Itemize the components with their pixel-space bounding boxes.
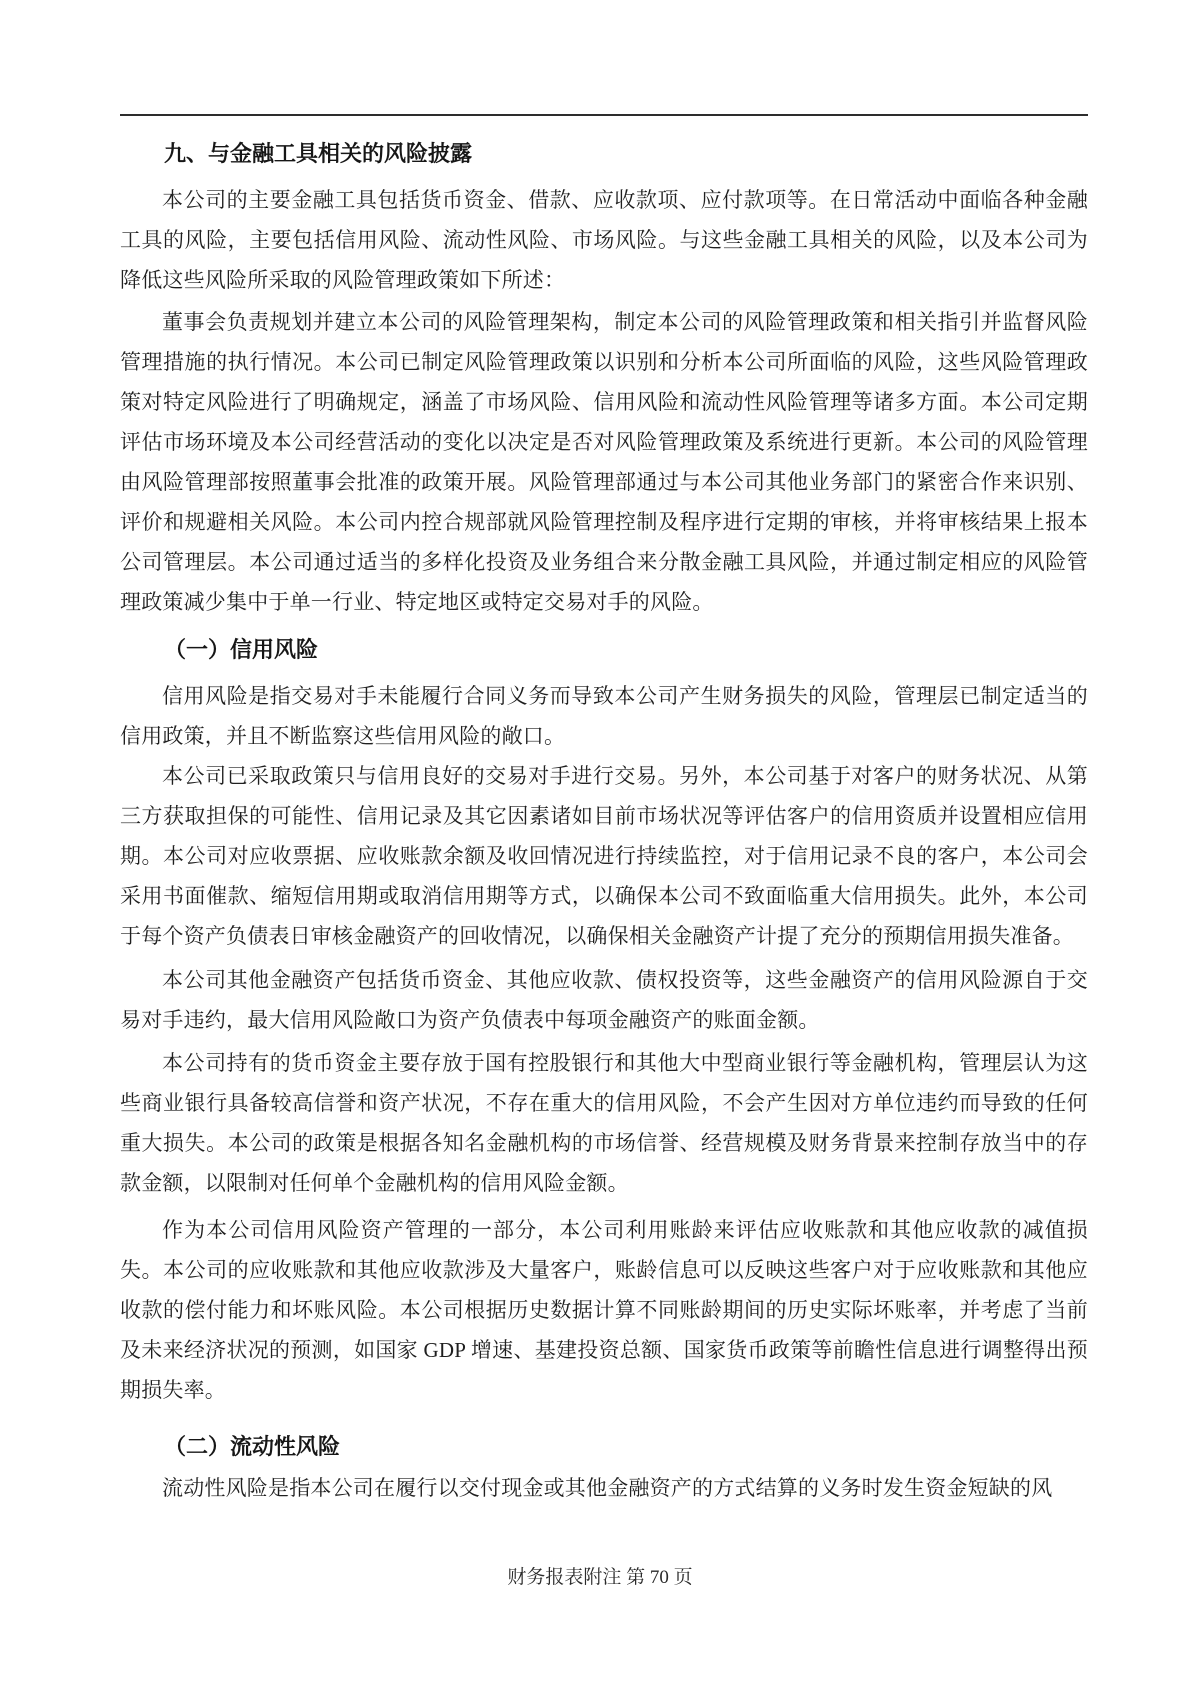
paragraph-intro-1: 本公司的主要金融工具包括货币资金、借款、应收款项、应付款项等。在日常活动中面临各种金融工具的风险，主要包括信用风险、流动性风险、市场风险。与这些金融工具相关的风险，以及本公司为降低这些风险所采取的风险管理政策如下所述： <box>120 188 1088 292</box>
paragraph-credit-risk-4: 本公司持有的货币资金主要存放于国有控股银行和其他大中型商业银行等金融机构，管理层认为这些商业银行具备较高信誉和资产状况，不存在重大的信用风险，不会产生因对方单位违约而导致的任何重大损失。本公司的政策是根据各知名金融机构的市场信誉、经营规模及财务背景来控制存放当中的存款金额，以限制对任何单个金融机构的信用风险金额。 <box>120 1051 1088 1195</box>
paragraph-credit-risk-1: 信用风险是指交易对手未能履行合同义务而导致本公司产生财务损失的风险，管理层已制定适当的信用政策，并且不断监察这些信用风险的敞口。 <box>120 684 1088 748</box>
subsection-title-liquidity-risk: （二）流动性风险 <box>164 1434 341 1459</box>
page-content <box>120 134 1088 1508</box>
paragraph-intro-2: 董事会负责规划并建立本公司的风险管理架构，制定本公司的风险管理政策和相关指引并监督风险管理措施的执行情况。本公司已制定风险管理政策以识别和分析本公司所面临的风险，这些风险管理政策对特定风险进行了明确规定，涵盖了市场风险、信用风险和流动性风险管理等诸多方面。本公司定期评估市场环境及本公司经营活动的变化以决定是否对风险管理政策及系统进行更新。本公司的风险管理由风险管理部按照董事会批准的政策开展。风险管理部通过与本公司其他业务部门的紧密合作来识别、评价和规避相关风险。本公司内控合规部就风险管理控制及程序进行定期的审核，并将审核结果上报本公司管理层。本公司通过适当的多样化投资及业务组合来分散金融工具风险，并通过制定相应的风险管理政策减少集中于单一行业、特定地区或特定交易对手的风险。 <box>120 310 1088 614</box>
section-heading: 九、与金融工具相关的风险披露 <box>164 141 473 166</box>
page-footer: 财务报表附注 第 70 页 <box>507 1567 693 1588</box>
header-rule <box>120 114 1088 116</box>
paragraph-credit-risk-3: 本公司其他金融资产包括货币资金、其他应收款、债权投资等，这些金融资产的信用风险源自于交易对手违约，最大信用风险敞口为资产负债表中每项金融资产的账面金额。 <box>120 968 1088 1032</box>
paragraph-liquidity-risk-1: 流动性风险是指本公司在履行以交付现金或其他金融资产的方式结算的义务时发生资金短缺的风 <box>162 1476 1053 1500</box>
paragraph-credit-risk-5: 作为本公司信用风险资产管理的一部分，本公司利用账龄来评估应收账款和其他应收款的减值损失。本公司的应收账款和其他应收款涉及大量客户，账龄信息可以反映这些客户对于应收账款和其他应收款的偿付能力和坏账风险。本公司根据历史数据计算不同账龄期间的历史实际坏账率，并考虑了当前及未来经济状况的预测，如国家 GDP 增速、基建投资总额、国家货币政策等前瞻性信息进行调整得出预期损失率。 <box>120 1218 1088 1402</box>
paragraph-credit-risk-2: 本公司已采取政策只与信用良好的交易对手进行交易。另外，本公司基于对客户的财务状况、从第三方获取担保的可能性、信用记录及其它因素诸如目前市场状况等评估客户的信用资质并设置相应信用期。本公司对应收票据、应收账款余额及收回情况进行持续监控，对于信用记录不良的客户，本公司会采用书面催款、缩短信用期或取消信用期等方式，以确保本公司不致面临重大信用损失。此外，本公司于每个资产负债表日审核金融资产的回收情况，以确保相关金融资产计提了充分的预期信用损失准备。 <box>120 764 1088 948</box>
subsection-title-credit-risk: （一）信用风险 <box>164 637 319 662</box>
